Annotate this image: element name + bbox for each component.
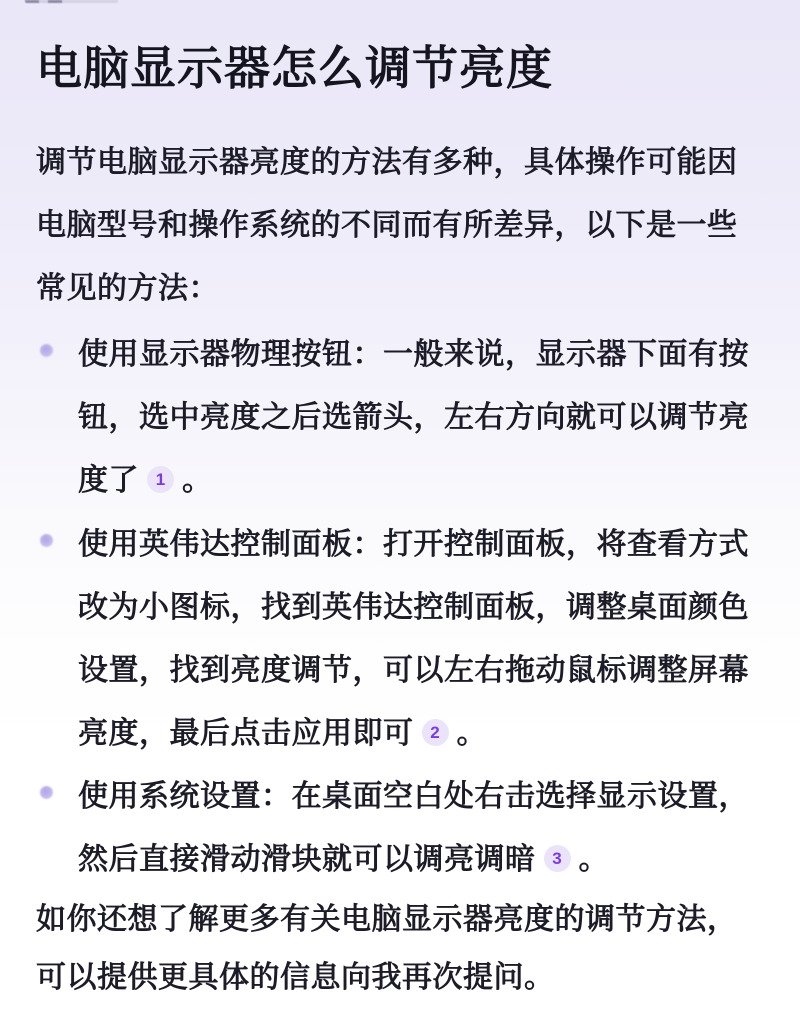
bullet-line-suffix: 。 [456,717,487,750]
bullet-line: 改为小图标，找到英伟达控制面板，调整桌面颜色 [78,591,749,624]
bullet-line: 钮，选中亮度之后选箭头，左右方向就可以调节亮 [78,401,749,434]
citation-badge-1[interactable]: 1 [147,466,174,493]
bullet-dot-icon [40,786,53,799]
page-title: 电脑显示器怎么调节亮度 [36,42,553,94]
bullet-line-suffix: 。 [578,843,609,876]
bullet-line: 使用显示器物理按钮：一般来说，显示器下面有按 [78,338,749,371]
bullet-item-physical-buttons [78,323,774,512]
bullet-line: 设置，找到亮度调节，可以左右拖动鼠标调整屏幕 [78,654,749,687]
bullet-line [78,828,774,891]
bullet-item-system-settings [78,765,774,891]
intro-line: 电脑型号和操作系统的不同而有所差异，以下是一些 [36,209,738,242]
bullet-item-nvidia-panel [78,513,774,765]
bullet-line: 使用系统设置：在桌面空白处右击选择显示设置， [78,780,749,813]
outro-line: 可以提供更具体的信息向我再次提问。 [36,961,555,994]
intro-line: 调节电脑显示器亮度的方法有多种，具体操作可能因 [36,146,738,179]
outro-paragraph [36,891,762,1007]
bullet-dot-icon [40,344,53,357]
bullet-line [78,449,774,512]
bullet-line: 使用英伟达控制面板：打开控制面板，将查看方式 [78,528,749,561]
bullet-line-text: 亮度，最后点击应用即可 [78,717,414,750]
bullet-line-text: 然后直接滑动滑块就可以调亮调暗 [78,843,536,876]
intro-paragraph [36,131,762,320]
citation-badge-2[interactable]: 2 [422,719,449,746]
intro-line: 常见的方法： [36,272,219,305]
bullet-line-text: 度了 [78,464,139,497]
outro-line: 如你还想了解更多有关电脑显示器亮度的调节方法， [36,903,738,936]
citation-badge-3[interactable]: 3 [544,845,571,872]
bullet-line [78,702,774,765]
bullet-dot-icon [40,534,53,547]
bullet-line-suffix: 。 [182,464,213,497]
cropped-content-remnant [25,0,118,3]
